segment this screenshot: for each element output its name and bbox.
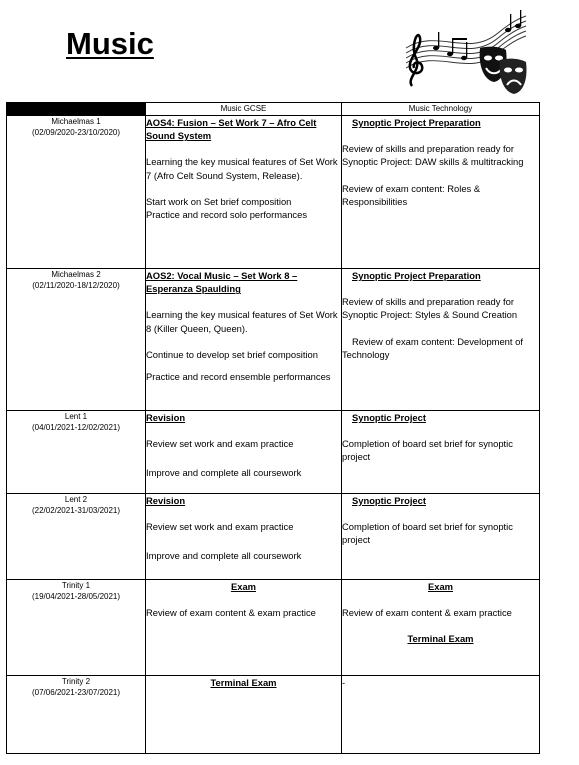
header-music-gcse: Music GCSE — [146, 103, 342, 116]
table-row — [7, 675, 540, 753]
page-title: Music — [66, 26, 154, 61]
gcse-heading: Terminal Exam — [210, 676, 277, 688]
tech-heading: Synoptic Project — [352, 494, 426, 506]
term-dates: (07/06/2021-23/07/2021) — [31, 687, 121, 697]
tech-line: Review of skills and preparation ready for Synoptic Project: Styles & Sound Creation — [342, 296, 518, 321]
gcse-line: Learning the key musical features of Set Work 7 (Afro Celt Sound System, Release). — [146, 156, 338, 181]
curriculum-table — [6, 102, 540, 754]
gcse-heading: Revision — [146, 494, 186, 506]
gcse-cell — [146, 269, 342, 411]
gcse-cell — [146, 116, 342, 269]
tech-cell — [342, 579, 540, 675]
term-dates: (04/01/2021-12/02/2021) — [31, 423, 121, 432]
table-row — [7, 411, 540, 494]
gcse-cell — [146, 579, 342, 675]
gcse-cell — [146, 493, 342, 579]
term-dates: (02/11/2020-18/12/2020) — [32, 281, 120, 290]
tech-line: Review of exam content: Roles & Responsibilities — [342, 182, 481, 207]
header-corner — [7, 103, 146, 116]
tech-heading: Synoptic Project Preparation — [352, 270, 481, 281]
tech-line: Completion of board set brief for synoptic project — [342, 438, 513, 463]
term-cell — [7, 579, 146, 675]
term-cell — [7, 493, 146, 579]
tech-line: - — [342, 676, 346, 688]
tech-cell — [342, 493, 540, 579]
tech-cell — [342, 269, 540, 411]
gcse-line: Review set work and exam practice — [146, 438, 294, 450]
music-theatre-masks-icon — [398, 8, 530, 96]
gcse-heading: AOS4: Fusion – Set Work 7 – Afro Celt Sound System — [146, 117, 317, 142]
gcse-line: Review set work and exam practice — [146, 520, 294, 532]
gcse-heading: AOS2: Vocal Music – Set Work 8 – Esperanza Spaulding — [146, 270, 298, 295]
gcse-heading: Exam — [230, 580, 257, 592]
term-cell — [7, 675, 146, 753]
gcse-line: Continue to develop set brief composition — [146, 348, 318, 360]
gcse-line: Review of exam content & exam practice — [146, 606, 316, 618]
tech-line: Review of exam content: Development of Technology — [342, 335, 523, 360]
term-cell — [7, 116, 146, 269]
gcse-line: Improve and complete all coursework — [146, 467, 302, 479]
table-header-row — [7, 103, 540, 116]
term-name: Michaelmas 2 — [51, 270, 101, 279]
tech-line: Review of skills and preparation ready for Synoptic Project: DAW skills & multitracking — [342, 143, 524, 168]
table-row — [7, 493, 540, 579]
gcse-cell — [146, 675, 342, 753]
tech-heading: Synoptic Project — [352, 412, 426, 423]
term-name: Lent 2 — [64, 494, 88, 504]
term-name: Michaelmas 1 — [51, 117, 101, 126]
tech-heading: Synoptic Project Preparation — [352, 117, 481, 128]
gcse-line: Learning the key musical features of Set Work 8 (Killer Queen, Queen). — [146, 309, 338, 334]
tech-cell — [342, 116, 540, 269]
gcse-line: Improve and complete all coursework — [146, 550, 302, 562]
term-dates: (19/04/2021-28/05/2021) — [31, 591, 121, 601]
tech-line: Review of exam content & exam practice — [342, 606, 512, 618]
table-row — [7, 116, 540, 269]
header-music-technology: Music Technology — [342, 103, 540, 116]
gcse-cell — [146, 411, 342, 494]
table-row — [7, 579, 540, 675]
gcse-heading: Revision — [146, 412, 186, 423]
tech-heading: Exam — [427, 580, 454, 592]
term-cell — [7, 411, 146, 494]
term-dates: (02/09/2020-23/10/2020) — [31, 128, 121, 137]
term-name: Trinity 1 — [61, 580, 91, 590]
term-cell — [7, 269, 146, 411]
table-row — [7, 269, 540, 411]
term-name: Lent 1 — [64, 412, 88, 421]
tech-line: Completion of board set brief for synoptic project — [342, 520, 513, 546]
tech-cell — [342, 411, 540, 494]
term-dates: (22/02/2021-31/03/2021) — [31, 505, 121, 515]
gcse-line: Practice and record ensemble performances — [146, 371, 331, 383]
tech-line: Terminal Exam — [407, 633, 474, 645]
term-name: Trinity 2 — [61, 676, 91, 686]
tech-cell — [342, 675, 540, 753]
gcse-line: Start work on Set brief composition Practice and record solo performances — [146, 195, 308, 221]
